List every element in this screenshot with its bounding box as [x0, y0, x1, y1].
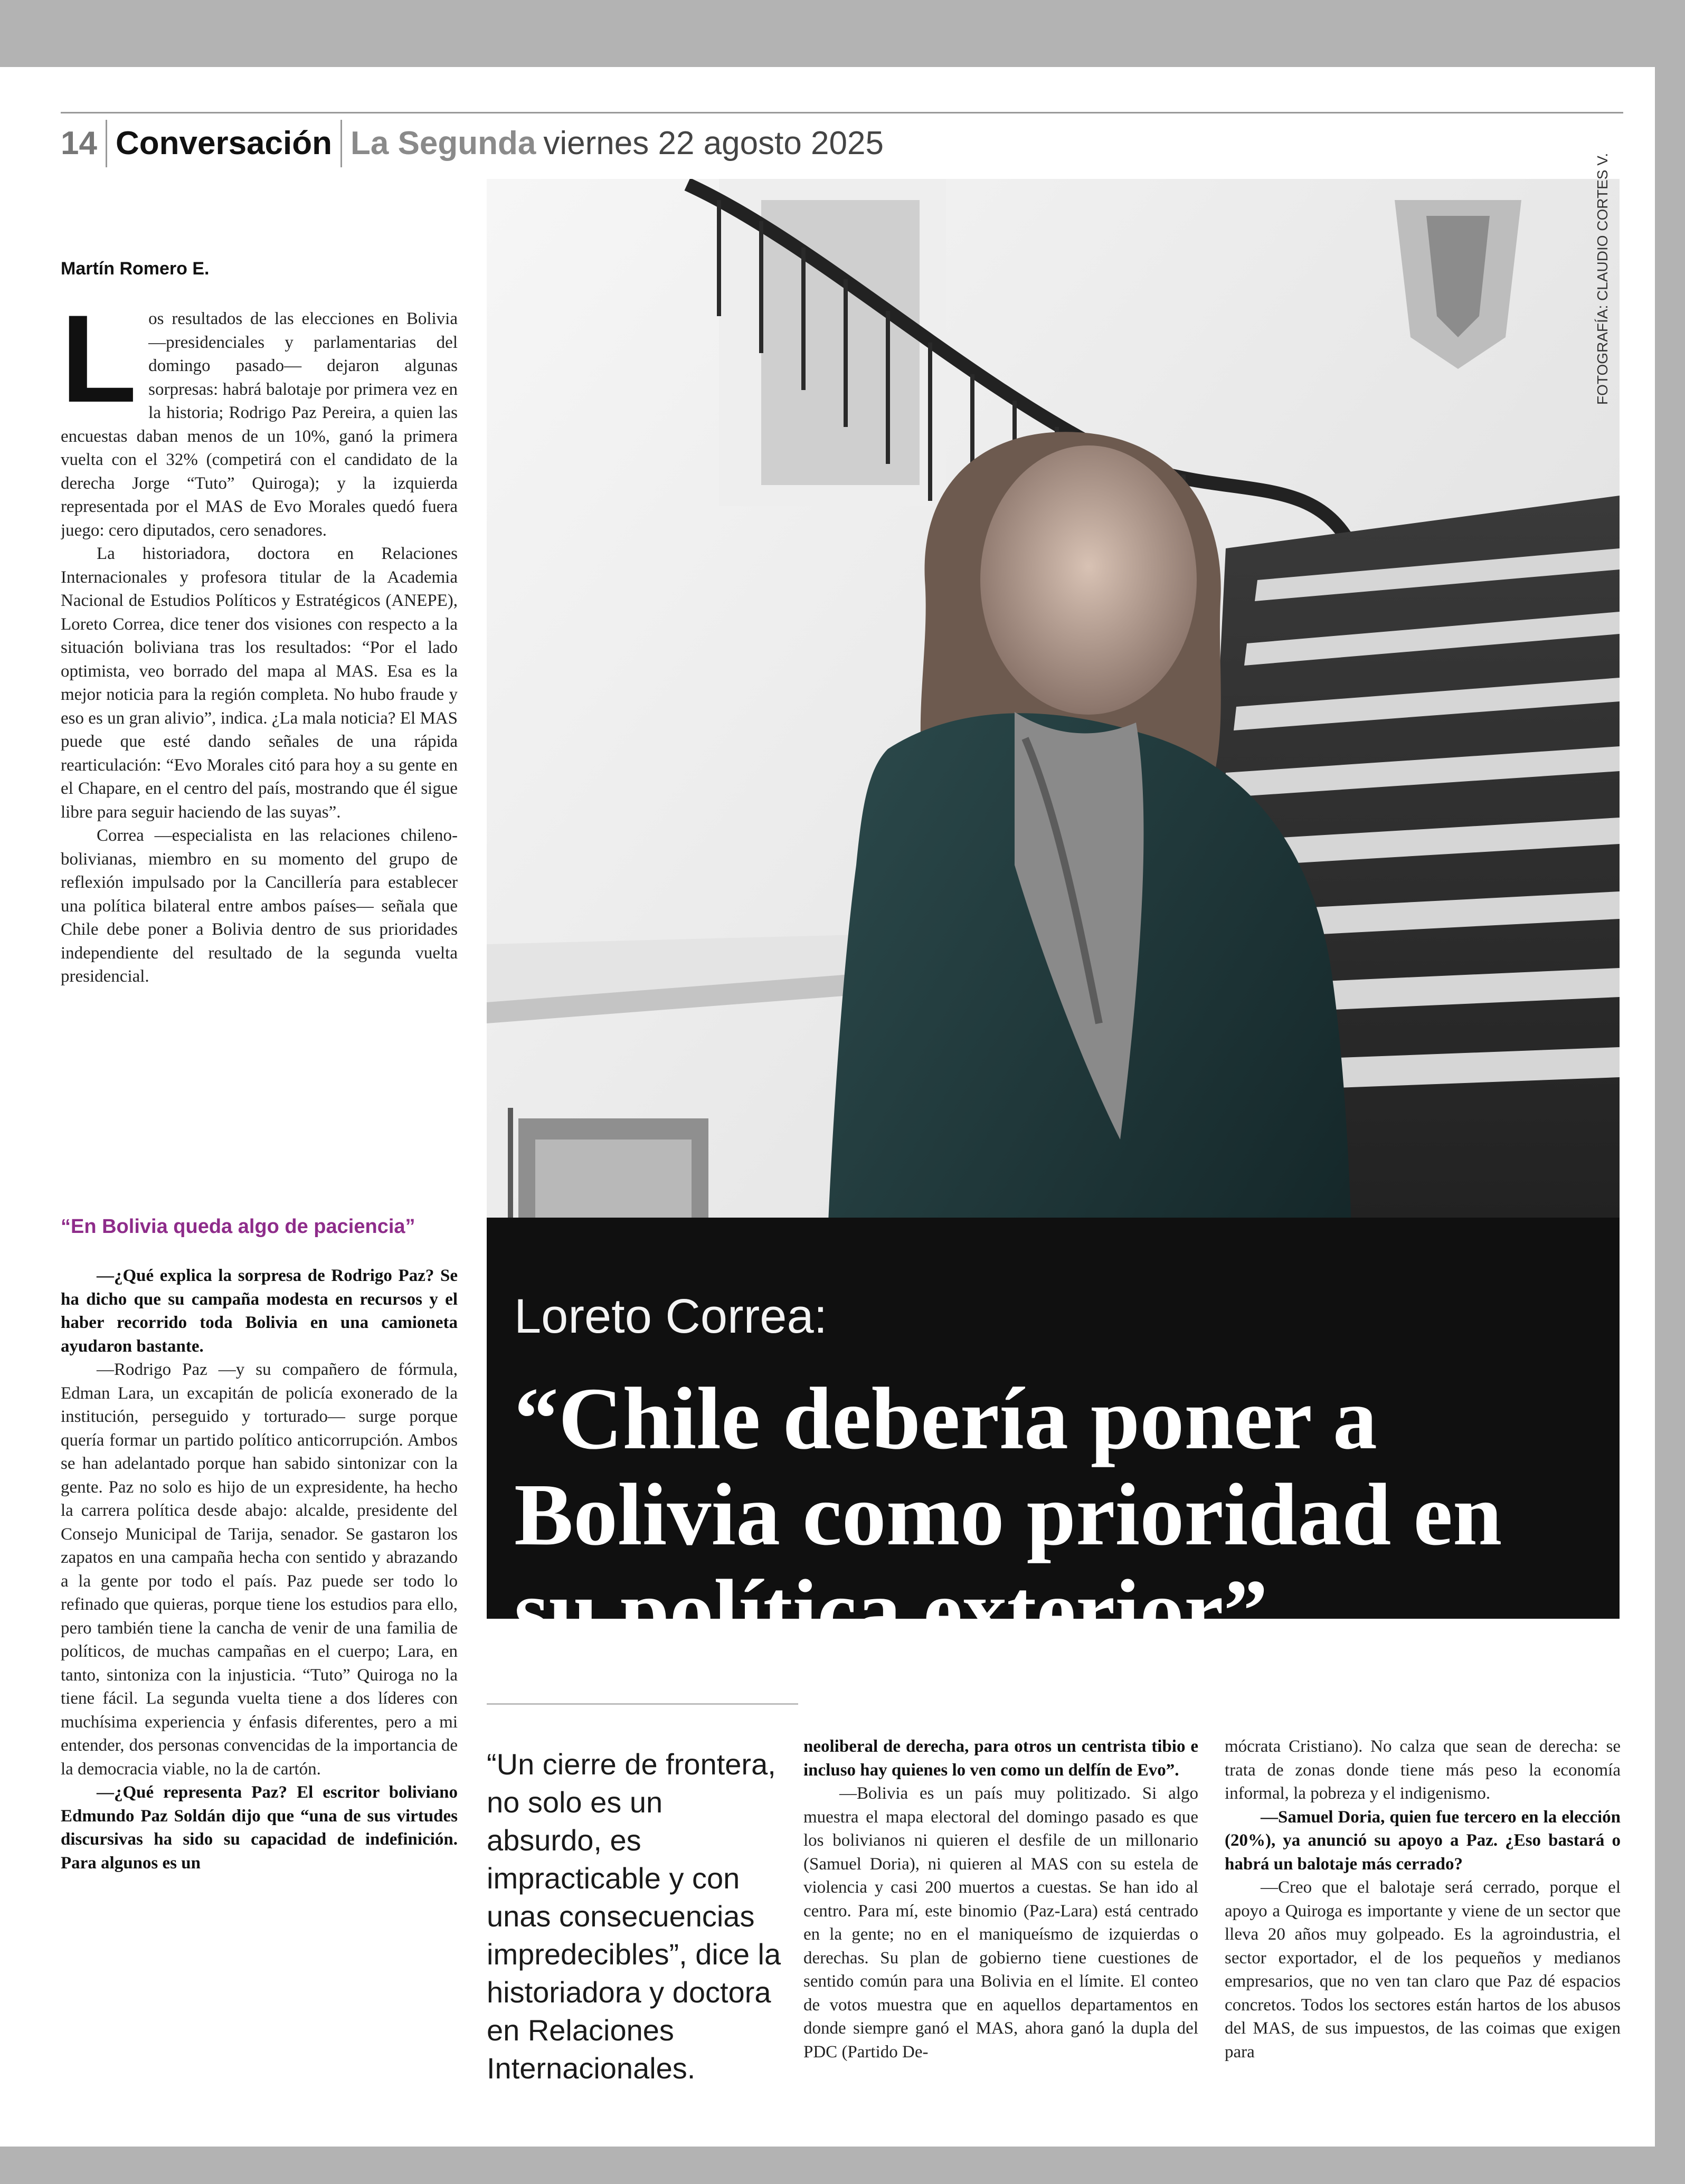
headline-block — [487, 1218, 1620, 1660]
headline-kicker: Loreto Correa: — [514, 1289, 828, 1343]
interview-answer: —Creo que el balotaje será cerrado, porque el apoyo a Quiroga es importante y viene de un sector que lleva 20 años muy golpeado. Es la agroindustria, el sector exportador, el de los pequeños y medianos empresarios, que no ven tan claro que Paz dé espacios concretos. Todos los sectores están hartos de los abusos del MAS, de sus impuestos, de las coimas que exigen para — [1225, 1878, 1621, 2062]
interview-question: —¿Qué explica la sorpresa de Rodrigo Paz? Se ha dicho que su campaña modesta en recursos y el haber recorrido toda Bolivia en una camioneta ayudaron bastante. — [61, 1266, 458, 1356]
article-column-left-top — [61, 307, 458, 1262]
interview-answer-continued: mócrata Cristiano). No calza que sean de derecha: se trata de zonas donde tiene más peso la economía informal, la pobreza y el indigenismo. — [1225, 1737, 1621, 1803]
interview-question: —¿Qué representa Paz? El escritor boliviano Edmundo Paz Soldán dijo que “una de sus virtudes discursivas ha sido su capacidad de indefinición. Para algunos es un — [61, 1783, 458, 1873]
interview-answer: —Rodrigo Paz —y su compañero de fórmula, Edman Lara, un excapitán de policía exonerado de la institución, perseguido y torturado— surge porque quería formar un partido político anticorrupción. Ambos se han adelantado porque han sabido sintonizar con la gente. Paz no solo es hijo de un expresidente, ha hecho la carrera política desde abajo: alcalde, presidente del Consejo Municipal de Tarija, senador. Se gastaron los zapatos en una campaña hecha con sentido y abrazando a la gente por todo el país. Paz puede ser todo lo refinado que quieras, porque tiene los estudios para ello, pero también tiene la cancha de venir de una familia de políticos, de muchas campañas en el cuerpo; Lara, en tanto, sintoniza con la injusticia. “Tuto” Quiroga no la tiene fácil. La segunda vuelta tiene a dos líderes con muchísima experiencia y énfasis diferentes, pero a mi entender, dos personas convencidas de la importancia de la democracia viable, no la de cartón. — [61, 1360, 458, 1779]
interview-question: —Samuel Doria, quien fue tercero en la elección (20%), ya anunció su apoyo a Paz. ¿Eso bastará o habrá un balotaje más cerrado? — [1225, 1807, 1621, 1874]
page-number: 14 — [61, 125, 97, 162]
pullquote-rule — [487, 1703, 798, 1705]
pull-quote: “Un cierre de frontera, no solo es un absurdo, es impracticable y con unas consecuencias impredecibles”, dice la historiadora y doctora en Relaciones Internacionales. — [487, 1748, 781, 2085]
paragraph: Correa —especialista en las relaciones chileno-bolivianas, miembro en su momento del grupo de reflexión impulsado por la Cancillería para establecer una política bilateral entre ambos países— señala que Chile debe poner a Bolivia dentro de sus prioridades independiente del resultado de la segunda vuelta presidencial. — [61, 826, 458, 986]
drop-cap: L — [61, 307, 137, 429]
article-column-middle — [803, 1735, 1198, 2067]
paragraph: La historiadora, doctora en Relaciones Internacionales y profesora titular de la Academia Nacional de Estudios Políticos y Estratégicos (ANEPE), Loreto Correa, dice tener dos visiones con respecto a la situación boliviana tras los resultados: “Por el lado optimista, veo borrado del mapa al MAS. Esa es la mejor noticia para la región completa. No hubo fraude y eso es un gran alivio”, indica. ¿La mala noticia? El MAS puede que esté dando señales de una rápida rearticulación: “Evo Morales citó para hoy a su gente en el Chapare, en el centro del país, mostrando que él sigue libre para seguir haciendo de las suyas”. — [61, 544, 458, 822]
issue-date: viernes 22 agosto 2025 — [543, 125, 884, 162]
article-column-right — [1225, 1735, 1621, 2067]
newspaper-page — [0, 67, 1655, 2147]
header-rule — [61, 112, 1623, 113]
lead-paragraph — [61, 307, 458, 542]
byline: Martín Romero E. — [61, 259, 210, 279]
page-header — [61, 120, 884, 167]
article-column-left-bottom — [61, 1264, 458, 2066]
interview-question-continued: neoliberal de derecha, para otros un centrista tibio e incluso hay quienes lo ven como un delfín de Evo”. — [803, 1737, 1198, 1780]
headline-title: “Chile debería poner a Bolivia como prioridad en su política exterior” — [514, 1370, 1502, 1660]
section-name: Conversación — [106, 120, 340, 167]
paragraph-text: os resultados de las elecciones en Bolivia —presidenciales y parlamentarias del domingo pasado— dejaron algunas sorpresas: habrá balotaje por primera vez en la historia; Rodrigo Paz Pereira, a quien las encuestas daban menos de un 10%, ganó la primera vuelta con el 32% (competirá con el candidato de la derecha Jorge “Tuto” Quiroga); y la izquierda representada por el MAS de Evo Morales quedó fuera juego: cero diputados, cero senadores. — [61, 309, 458, 540]
photo-credit: FOTOGRAFÍA: CLAUDIO CORTES V. — [1594, 153, 1611, 405]
interview-answer: —Bolivia es un país muy politizado. Si algo muestra el mapa electoral del domingo pasado es que los bolivianos ni quieren el desfile de un millonario (Samuel Doria), ni quieren al MAS con su estela de violencia y casi 200 muertos a cuestas. Se han ido al centro. Para mí, este binomio (Paz-Lara) está centrado en la gente; no en el maniqueísmo de izquierdas o derechas. Su plan de gobierno tiene cuestiones de sentido común para una Bolivia en el límite. El conteo de votos muestra que en aquellos departamentos en donde siempre ganó el MAS, ahora ganó la dupla del PDC (Partido De- — [803, 1784, 1198, 2062]
publication-name: La Segunda — [340, 120, 536, 167]
section-subhead: “En Bolivia queda algo de paciencia” — [61, 1216, 415, 1238]
